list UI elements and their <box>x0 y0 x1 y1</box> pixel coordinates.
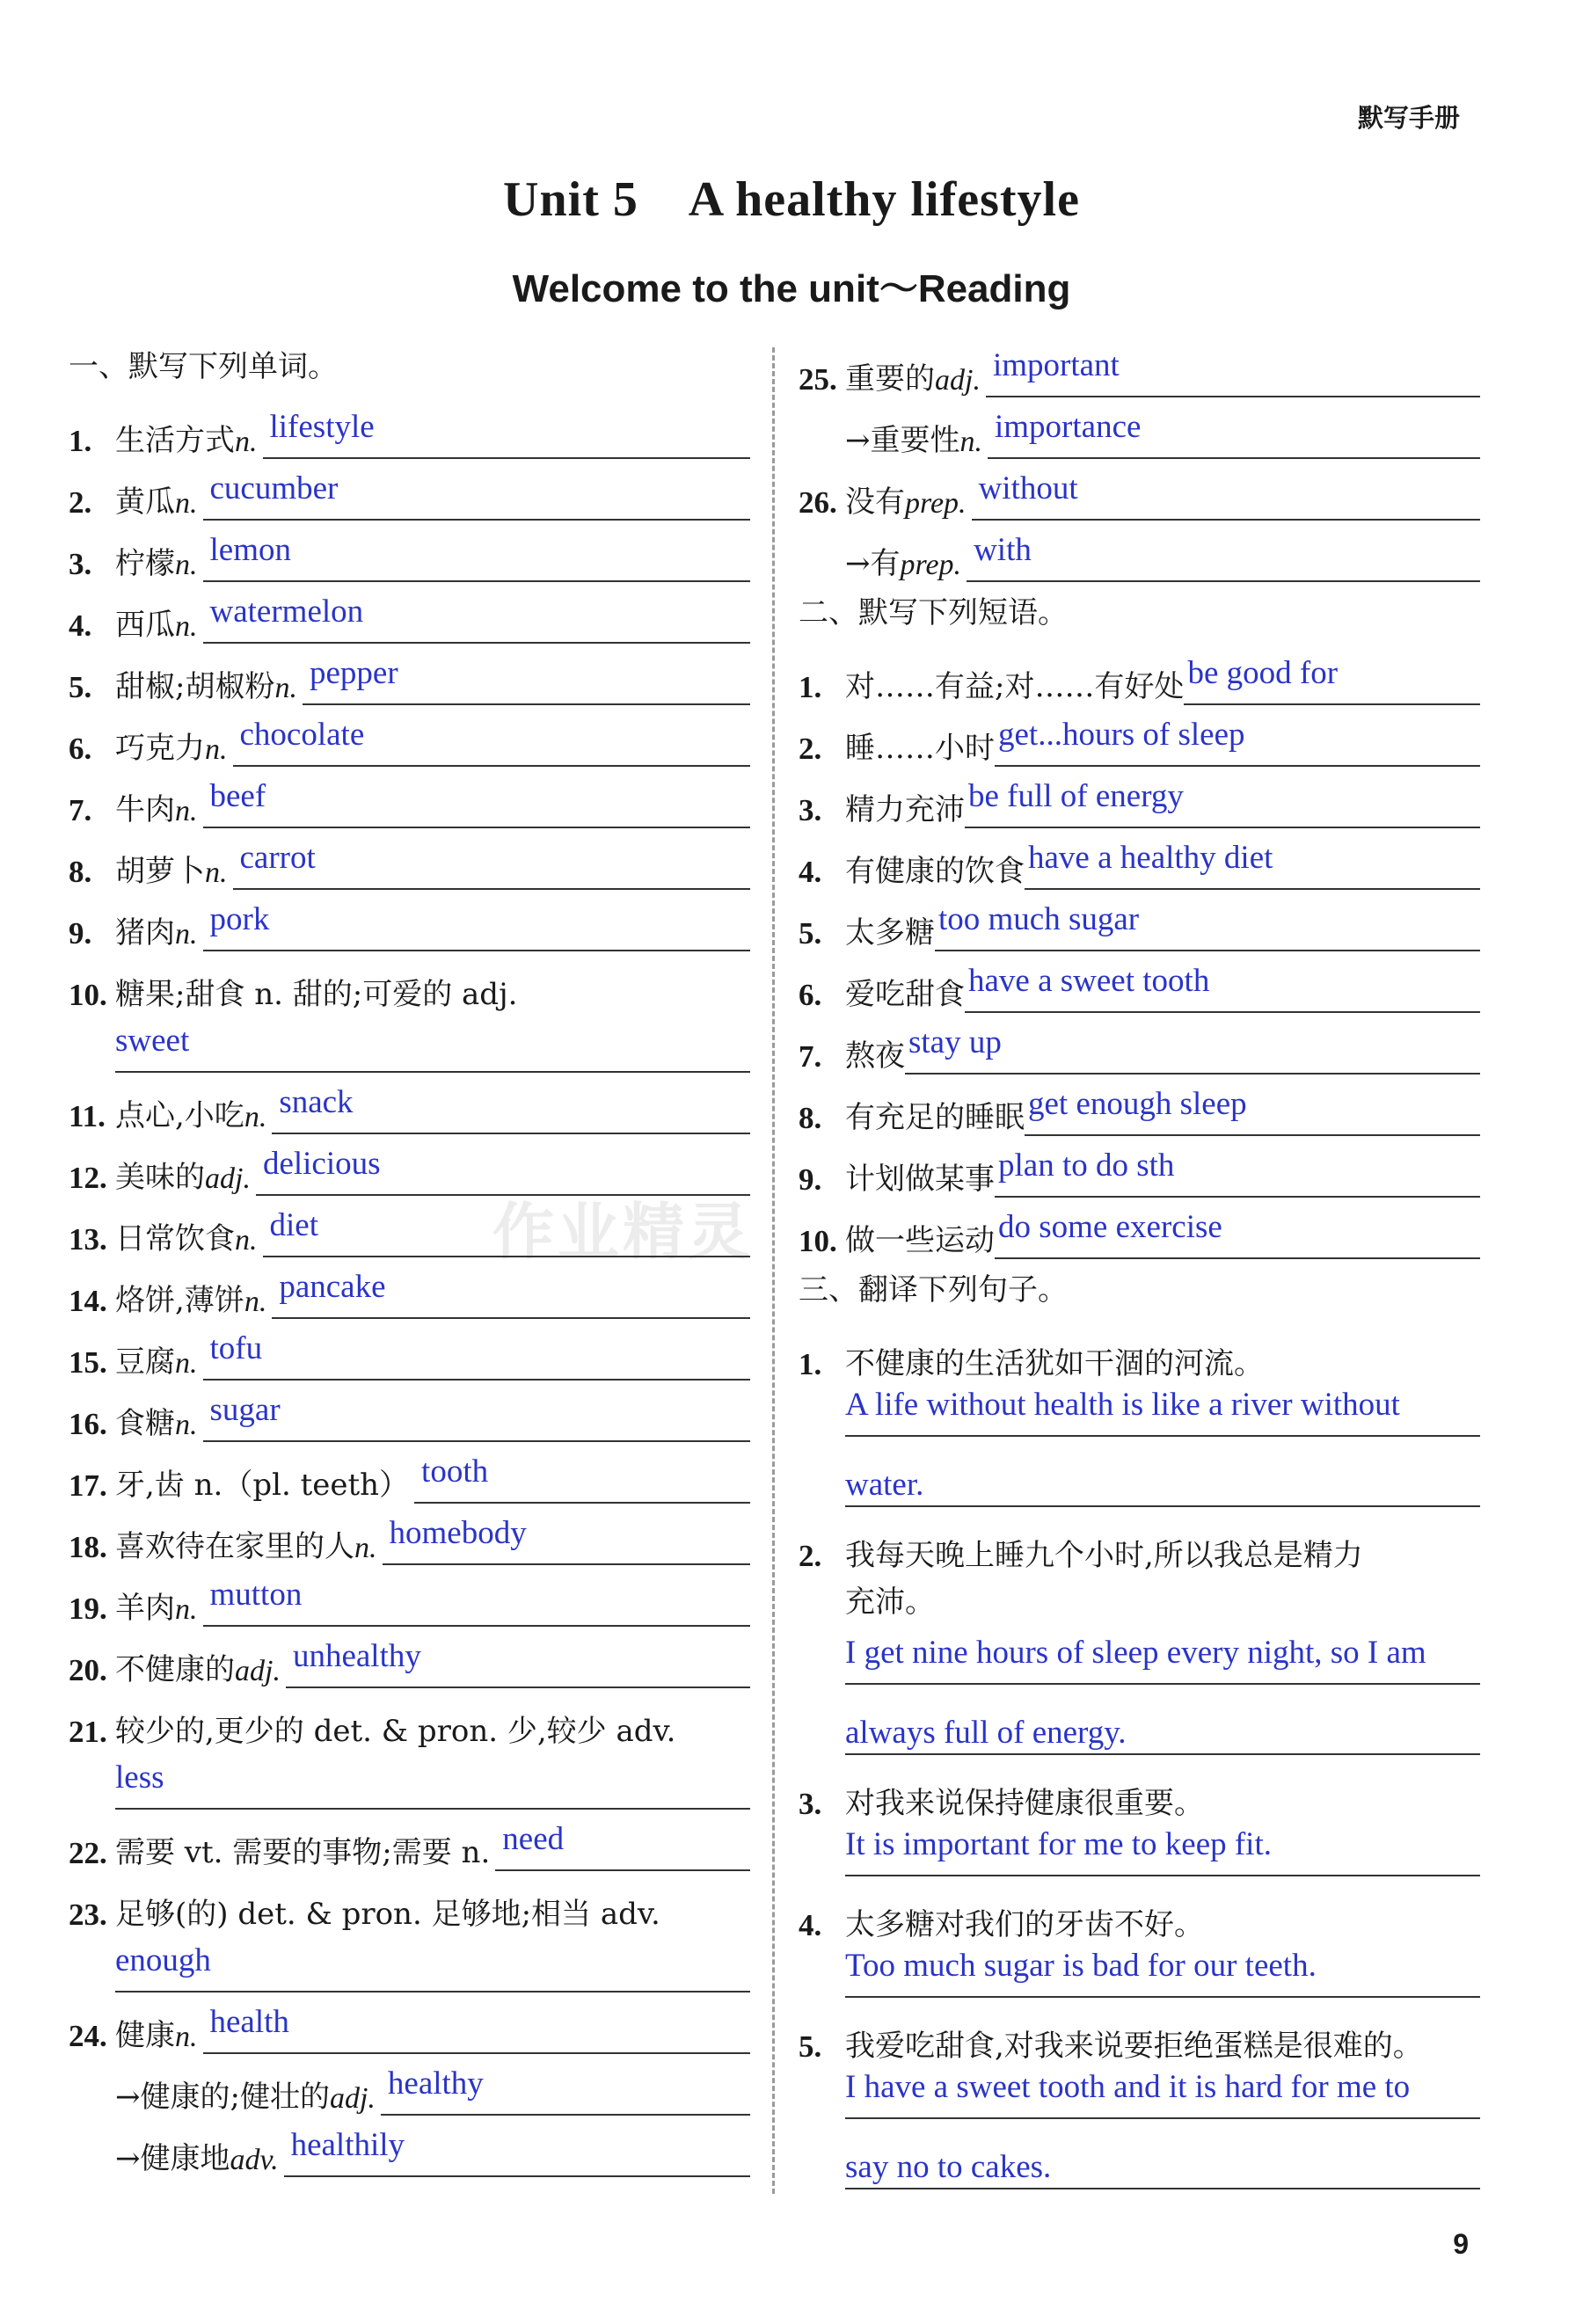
item-number: 18. <box>69 1530 107 1564</box>
part-of-speech: n. <box>175 1593 198 1626</box>
item-number: 4. <box>799 855 822 889</box>
part-of-speech: adj. <box>205 1162 251 1195</box>
vocab-item <box>69 1381 750 1442</box>
answer-field[interactable]: be full of energy <box>965 779 1480 828</box>
phrase-item <box>799 890 1480 951</box>
item-number: 21. <box>69 1715 107 1749</box>
item-prompt: →重要性 <box>845 423 960 458</box>
answer-field[interactable]: delicious <box>256 1147 750 1196</box>
item-prompt: →健康地 <box>115 2141 230 2176</box>
watermark: 作业精灵 <box>492 1196 753 1268</box>
sentence-text: 对我来说保持健康很重要。 <box>845 1786 1204 1821</box>
part-of-speech: n. <box>354 1532 377 1564</box>
part-of-speech: adj. <box>235 1655 281 1687</box>
sentence-text: 我每天晚上睡九个小时,所以我总是精力 <box>845 1538 1363 1573</box>
item-number: 4. <box>799 1908 822 1942</box>
answer-field[interactable]: have a healthy diet <box>1025 841 1480 890</box>
answer-field[interactable]: too much sugar <box>935 902 1480 951</box>
chinese-sentence <box>799 1321 1480 1382</box>
header-tag: 默写手册 <box>1357 103 1460 133</box>
item-prompt: 食糖 <box>115 1406 175 1441</box>
vocab-item <box>69 2116 750 2177</box>
answer-field[interactable]: pork <box>203 902 751 951</box>
item-number: 2. <box>799 1539 822 1573</box>
answer-field[interactable]: unhealthy <box>286 1639 750 1688</box>
item-number: 10. <box>69 978 107 1012</box>
part-of-speech: n. <box>274 672 297 704</box>
item-number: 3. <box>69 547 92 581</box>
item-number: 9. <box>69 916 92 951</box>
item-prompt: →健康的;健壮的 <box>115 2080 330 2115</box>
phrase-item <box>799 1013 1480 1075</box>
vocab-item <box>69 1871 750 1933</box>
part-of-speech: n. <box>175 918 198 951</box>
item-prompt: 精力充沛 <box>845 792 965 827</box>
item-number: 19. <box>69 1592 107 1626</box>
answer-field[interactable]: lifestyle <box>263 410 751 459</box>
page-number: 9 <box>1453 2228 1469 2260</box>
vocab-item <box>799 336 1480 397</box>
answer-field[interactable]: get...hours of sleep <box>995 718 1480 767</box>
answer-field[interactable]: importance <box>988 410 1480 459</box>
answer-field[interactable]: with <box>967 533 1480 582</box>
item-prompt: 不健康的 <box>115 1652 235 1687</box>
item-number: 11. <box>69 1099 106 1133</box>
item-number: 16. <box>69 1407 107 1441</box>
item-number: 1. <box>799 670 822 704</box>
item-number: 20. <box>69 1653 107 1687</box>
answer-field[interactable]: important <box>986 348 1480 397</box>
part-of-speech: n. <box>175 1409 198 1441</box>
item-number: 15. <box>69 1345 107 1380</box>
item-number: 1. <box>69 424 92 458</box>
vocab-item <box>69 951 750 1013</box>
item-number: 24. <box>69 2019 107 2053</box>
left-column <box>69 336 750 2177</box>
item-number: 6. <box>69 732 92 766</box>
phrase-item <box>799 644 1480 705</box>
answer-field[interactable]: pepper <box>303 656 750 705</box>
answer-field[interactable]: tofu <box>203 1331 751 1381</box>
vocab-item <box>69 767 750 828</box>
item-prompt: 有健康的饮食 <box>845 854 1025 889</box>
sentence-text: 不健康的生活犹如干涸的河流。 <box>845 1346 1264 1381</box>
item-number: 22. <box>69 1836 107 1870</box>
vocab-item <box>69 1442 750 1504</box>
vocab-item <box>69 582 750 644</box>
answer-field[interactable]: pancake <box>272 1270 750 1319</box>
chinese-sentence <box>799 2003 1480 2065</box>
answer-field[interactable]: sugar <box>203 1393 751 1442</box>
section3-title: 三、翻译下列句子。 <box>799 1272 1068 1308</box>
vocab-item <box>69 1993 750 2054</box>
translation-item <box>799 1760 1480 1876</box>
item-prompt: 熬夜 <box>845 1038 905 1074</box>
answer-line[interactable]: I have a sweet tooth and it is hard for me to <box>845 2065 1480 2119</box>
translation-item <box>799 2003 1480 2189</box>
item-prompt: 需要 vt. 需要的事物;需要 n. <box>115 1835 491 1870</box>
translation-item <box>799 1321 1480 1507</box>
item-number: 5. <box>799 2029 822 2064</box>
item-prompt: 胡萝卜 <box>115 854 205 889</box>
item-prompt: 猪肉 <box>115 915 175 951</box>
part-of-speech: n. <box>235 426 258 458</box>
phrase-item <box>799 1075 1480 1136</box>
item-number: 8. <box>799 1101 822 1135</box>
vocab-item <box>69 705 750 767</box>
item-prompt: 美味的 <box>115 1160 205 1195</box>
answer-field[interactable]: tooth <box>414 1454 750 1504</box>
answer-field[interactable]: need <box>495 1822 750 1871</box>
answer-field[interactable]: beef <box>203 779 751 828</box>
part-of-speech: n. <box>175 2021 198 2053</box>
item-prompt: 做一些运动 <box>845 1223 995 1258</box>
part-of-speech: n. <box>175 1347 198 1380</box>
answer-line[interactable]: say no to cakes. <box>845 2119 1480 2189</box>
item-prompt: 西瓜 <box>115 608 175 643</box>
answer-line[interactable]: I get nine hours of sleep every night, so I am <box>845 1630 1480 1685</box>
item-prompt: 烙饼,薄饼 <box>115 1283 244 1318</box>
answer-field[interactable]: homebody <box>383 1516 751 1565</box>
answer-field[interactable]: less <box>115 1760 750 1810</box>
part-of-speech: n. <box>244 1101 267 1133</box>
answer-field[interactable]: carrot <box>233 841 751 890</box>
phrase-item <box>799 828 1480 890</box>
item-prompt: 牙,齿 n.（pl. teeth） <box>115 1468 410 1503</box>
phrase-item <box>799 951 1480 1013</box>
vocab-item <box>69 828 750 890</box>
part-of-speech: n. <box>175 795 198 827</box>
item-number: 13. <box>69 1222 107 1257</box>
item-number: 7. <box>69 793 92 827</box>
item-number: 23. <box>69 1898 107 1932</box>
answer-line[interactable]: always full of energy. <box>845 1685 1480 1755</box>
item-prompt: 爱吃甜食 <box>845 977 965 1012</box>
vocab-answer-row <box>69 1013 750 1073</box>
item-number: 3. <box>799 793 822 827</box>
item-number: 5. <box>799 916 822 951</box>
chinese-sentence <box>799 1760 1480 1822</box>
item-prompt: 没有 <box>845 484 905 520</box>
vocab-item <box>69 1319 750 1381</box>
column-divider <box>772 347 775 2194</box>
translation-item <box>799 1882 1480 1998</box>
item-prompt: 有充足的睡眠 <box>845 1100 1025 1135</box>
answer-field[interactable]: plan to do sth <box>995 1148 1480 1198</box>
sentence-text: 太多糖对我们的牙齿不好。 <box>845 1907 1204 1942</box>
part-of-speech: adj. <box>329 2082 376 2115</box>
vocab-item <box>799 459 1480 521</box>
item-prompt: 柠檬 <box>115 546 175 581</box>
answer-field[interactable]: have a sweet tooth <box>965 964 1480 1013</box>
part-of-speech: n. <box>244 1286 267 1318</box>
item-prompt: 羊肉 <box>115 1591 175 1626</box>
translation-item <box>799 1512 1480 1755</box>
answer-field[interactable]: do some exercise <box>995 1210 1480 1259</box>
answer-field[interactable]: healthily <box>284 2128 750 2177</box>
vocab-item <box>69 890 750 951</box>
vocab-item <box>799 521 1480 582</box>
chinese-sentence <box>799 1882 1480 1943</box>
answer-field[interactable]: chocolate <box>233 718 751 767</box>
part-of-speech: n. <box>235 1224 258 1257</box>
item-number: 14. <box>69 1284 107 1318</box>
item-prompt: 生活方式 <box>115 423 235 458</box>
item-prompt: 甜椒;胡椒粉 <box>115 669 275 704</box>
answer-line[interactable]: Too much sugar is bad for our teeth. <box>845 1943 1480 1998</box>
item-prompt: 巧克力 <box>115 731 205 766</box>
chinese-sentence-cont: 充沛。 <box>845 1585 935 1620</box>
answer-field[interactable]: enough <box>115 1943 750 1993</box>
item-prompt: →有 <box>845 546 901 581</box>
item-number: 2. <box>69 485 92 520</box>
answer-field[interactable]: mutton <box>203 1577 751 1627</box>
vocab-item <box>69 1504 750 1565</box>
right-column <box>799 336 1480 2195</box>
item-prompt: 黄瓜 <box>115 484 175 520</box>
answer-line[interactable]: A life without health is like a river without <box>845 1382 1480 1437</box>
sentence-text: 我爱吃甜食,对我来说要拒绝蛋糕是很难的。 <box>845 2029 1423 2064</box>
answer-field[interactable]: snack <box>272 1085 750 1134</box>
vocab-item <box>69 644 750 705</box>
item-number: 5. <box>69 670 92 704</box>
part-of-speech: n. <box>175 610 198 643</box>
vocab-item <box>69 1810 750 1871</box>
phrase-item <box>799 767 1480 828</box>
answer-line[interactable]: It is important for me to keep fit. <box>845 1822 1480 1876</box>
vocab-item <box>69 1257 750 1319</box>
item-number: 25. <box>799 362 837 397</box>
phrase-item <box>799 1136 1480 1198</box>
part-of-speech: n. <box>175 487 198 520</box>
vocab-answer-row <box>69 1933 750 1993</box>
answer-field[interactable]: health <box>203 2005 751 2054</box>
vocab-item <box>69 521 750 582</box>
item-prompt: 豆腐 <box>115 1344 175 1380</box>
vocab-item <box>69 1134 750 1196</box>
answer-field[interactable]: lemon <box>203 533 751 582</box>
section2-title: 二、默写下列短语。 <box>799 595 1068 630</box>
item-prompt: 健康 <box>115 2018 175 2053</box>
item-prompt: 喜欢待在家里的人 <box>115 1529 354 1564</box>
part-of-speech: n. <box>205 733 228 766</box>
vocab-item <box>69 2054 750 2116</box>
part-of-speech: adv. <box>230 2144 279 2176</box>
answer-field[interactable]: be good for <box>1184 656 1480 705</box>
answer-field[interactable]: cucumber <box>203 471 751 521</box>
vocab-item <box>69 1688 750 1750</box>
item-prompt: 计划做某事 <box>845 1162 995 1197</box>
item-number: 7. <box>799 1039 822 1074</box>
item-prompt: 太多糖 <box>845 915 935 951</box>
item-prompt: 日常饮食 <box>115 1221 235 1257</box>
unit-title: Unit 5 A healthy lifestyle <box>503 172 1080 227</box>
vocab-item <box>69 397 750 459</box>
part-of-speech: n. <box>959 426 982 458</box>
answer-field[interactable]: watermelon <box>203 594 751 644</box>
item-prompt: 睡……小时 <box>845 731 995 766</box>
phrase-item <box>799 1198 1480 1259</box>
section-subtitle: Welcome to the unit～Reading <box>512 267 1071 310</box>
item-number: 3. <box>799 1787 822 1821</box>
part-of-speech: prep. <box>900 549 962 581</box>
item-number: 26. <box>799 485 837 520</box>
part-of-speech: adj. <box>935 364 981 397</box>
item-prompt: 点心,小吃 <box>115 1098 244 1133</box>
item-prompt: 牛肉 <box>115 792 175 827</box>
vocab-item <box>69 1196 750 1257</box>
answer-field[interactable]: healthy <box>381 2066 750 2116</box>
item-prompt: 足够(的) det. & pron. 足够地;相当 adv. <box>115 1897 660 1932</box>
part-of-speech: prep. <box>905 487 967 520</box>
item-number: 1. <box>799 1347 822 1381</box>
part-of-speech: n. <box>205 856 228 889</box>
item-prompt: 对……有益;对……有好处 <box>845 669 1185 704</box>
vocab-item <box>69 1073 750 1134</box>
answer-field[interactable]: stay up <box>905 1025 1480 1075</box>
item-prompt: 较少的,更少的 det. & pron. 少,较少 adv. <box>115 1714 676 1749</box>
item-number: 12. <box>69 1161 107 1195</box>
item-number: 17. <box>69 1468 107 1503</box>
item-number: 4. <box>69 608 92 643</box>
item-number: 8. <box>69 855 92 889</box>
answer-field[interactable]: sweet <box>115 1024 750 1073</box>
chinese-sentence <box>799 1512 1480 1574</box>
vocab-item <box>799 397 1480 459</box>
item-prompt: 糖果;甜食 n. 甜的;可爱的 adj. <box>115 977 518 1012</box>
vocab-item <box>69 1627 750 1688</box>
item-prompt: 重要的 <box>845 361 935 397</box>
item-number: 10. <box>799 1224 837 1258</box>
vocab-item <box>69 459 750 521</box>
item-number: 6. <box>799 978 822 1012</box>
vocab-answer-row <box>69 1750 750 1810</box>
part-of-speech: n. <box>175 549 198 581</box>
phrase-item <box>799 705 1480 767</box>
answer-field[interactable]: diet <box>263 1208 751 1257</box>
vocab-item <box>69 1565 750 1627</box>
answer-field[interactable]: get enough sleep <box>1025 1087 1480 1136</box>
item-number: 2. <box>799 732 822 766</box>
answer-line[interactable]: water. <box>845 1437 1480 1507</box>
answer-field[interactable]: without <box>972 471 1480 521</box>
section1-title: 一、默写下列单词。 <box>69 349 338 384</box>
item-number: 9. <box>799 1162 822 1197</box>
